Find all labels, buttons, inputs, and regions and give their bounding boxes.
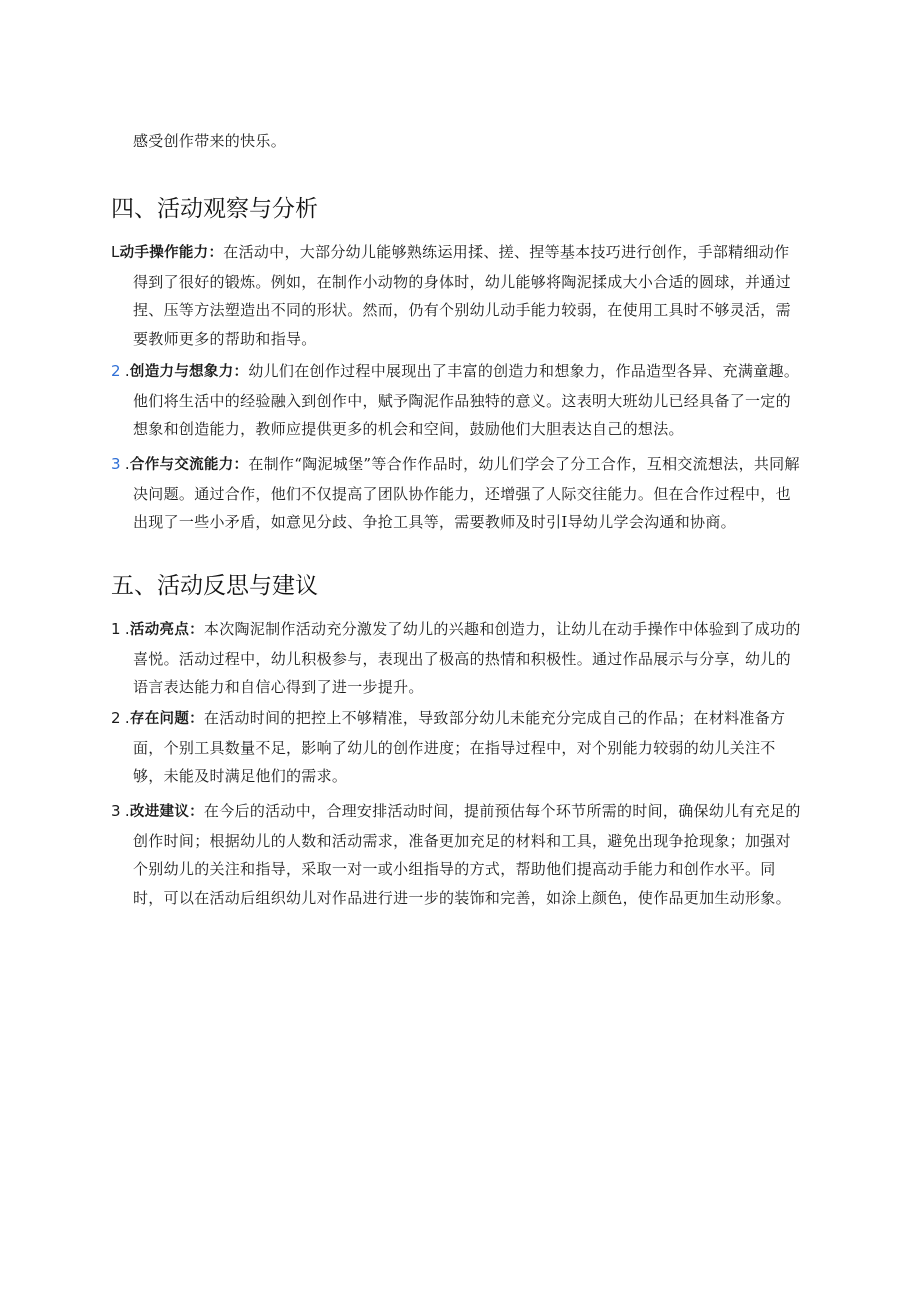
section5-item-1: 1 .活动亮点：本次陶泥制作活动充分激发了幼儿的兴趣和创造力，让幼儿在动手操作中体验到了成功的喜悦。活动过程中，幼儿积极参与，表现出了极高的热情和积极性。通过作品展示与分享，幼儿的语言表达能力和自信心得到了进一步提升。: [111, 620, 801, 696]
item-label: 活动亮点：: [129, 622, 204, 638]
item-number: L: [111, 243, 120, 261]
section5-item-3: 3 .改进建议：在今后的活动中，合理安排活动时间，提前预估每个环节所需的时间，确保幼儿有充足的创作时间；根据幼儿的人数和活动需求，准备更加充足的材料和工具，避免出现争抢现象；加强对个别幼儿的关注和指导，采取一对一或小组指导的方式，帮助他们提高动手能力和创作水平。同时，可以在活动后组织幼儿对作品进行进一步的装饰和完善，如涂上颜色，使作品更加生动形象。: [111, 802, 801, 907]
item-label: 创造力与想象力：: [129, 364, 249, 380]
section4-item-3: 3 .合作与交流能力：在制作“陶泥城堡”等合作作品时，幼儿们学会了分工合作，互相交流想法，共同解决问题。通过合作，他们不仅提高了团队协作能力，还增强了人际交往能力。但在合作过程中，也出现了一些小矛盾，如意见分歧、争抢工具等，需要教师及时引I导幼儿学会沟通和协商。: [111, 455, 800, 531]
item-label: 存在问题：: [129, 711, 204, 727]
section5-item-2: 2 .存在问题：在活动时间的把控上不够精准，导致部分幼儿未能充分完成自己的作品；在材料准备方面，个别工具数量不足，影响了幼儿的创作进度；在指导过程中，对个别能力较弱的幼儿关注不够，未能及时满足他们的需求。: [111, 709, 786, 785]
section4-title: 四、活动观察与分析: [111, 196, 318, 222]
section4-item-1: [111, 238, 801, 353]
item-text: 本次陶泥制作活动充分激发了幼儿的兴趣和创造力，让幼儿在动手操作中体验到了成功的喜悦。活动过程中，幼儿积极参与，表现出了极高的热情和积极性。通过作品展示与分享，幼儿的语言表达能力和自信心得到了进一步提升。: [133, 620, 801, 696]
item-number: 3: [111, 802, 121, 820]
section4-item-2: 2 .创造力与想象力：幼儿们在创作过程中展现出了丰富的创造力和想象力，作品造型各异、充满童趣。他们将生活中的经验融入到创作中，赋予陶泥作品独特的意义。这表明大班幼儿已经具备了一定的想象和创造能力，教师应提供更多的机会和空间，鼓励他们大胆表达自己的想法。: [111, 362, 800, 438]
intro-line: 感受创作带来的快乐。: [133, 132, 287, 150]
item-text: 在制作“陶泥城堡”等合作作品时，幼儿们学会了分工合作，互相交流想法，共同解决问题。通过合作，他们不仅提高了团队协作能力，还增强了人际交往能力。但在合作过程中，也出现了一些小矛盾，如意见分歧、争抢工具等，需要教师及时引I导幼儿学会沟通和协商。: [133, 455, 800, 531]
item-number: 3: [111, 455, 121, 473]
item-text: 幼儿们在创作过程中展现出了丰富的创造力和想象力，作品造型各异、充满童趣。他们将生活中的经验融入到创作中，赋予陶泥作品独特的意义。这表明大班幼儿已经具备了一定的想象和创造能力，教师应提供更多的机会和空间，鼓励他们大胆表达自己的想法。: [133, 362, 800, 438]
item-label: 改进建议：: [129, 804, 204, 820]
section5-title: 五、活动反思与建议: [111, 573, 318, 599]
item-label: 动手操作能力：: [119, 245, 224, 261]
item-number: 2: [111, 709, 121, 727]
item-label: 合作与交流能力：: [129, 457, 249, 473]
item-text: 在今后的活动中，合理安排活动时间，提前预估每个环节所需的时间，确保幼儿有充足的创作时间；根据幼儿的人数和活动需求，准备更加充足的材料和工具，避免出现争抢现象；加强对个别幼儿的关注和指导，采取一对一或小组指导的方式，帮助他们提高动手能力和创作水平。同时，可以在活动后组织幼儿对作品进行进一步的装饰和完善，如涂上颜色，使作品更加生动形象。: [133, 802, 801, 907]
item-text: 在活动中，大部分幼儿能够熟练运用揉、搓、捏等基本技巧进行创作，手部精细动作得到了很好的锻炼。例如，在制作小动物的身体时，幼儿能够将陶泥揉成大小合适的圆球，并通过捏、压等方法塑造出不同的形状。然而，仍有个别幼儿动手能力较弱，在使用工具时不够灵活，需要教师更多的帮助和指导。: [133, 243, 791, 348]
item-number: 2: [111, 362, 121, 380]
item-text: 在活动时间的把控上不够精准，导致部分幼儿未能充分完成自己的作品；在材料准备方面，个别工具数量不足，影响了幼儿的创作进度；在指导过程中，对个别能力较弱的幼儿关注不够，未能及时满足他们的需求。: [133, 709, 786, 785]
item-number: 1: [111, 620, 121, 638]
